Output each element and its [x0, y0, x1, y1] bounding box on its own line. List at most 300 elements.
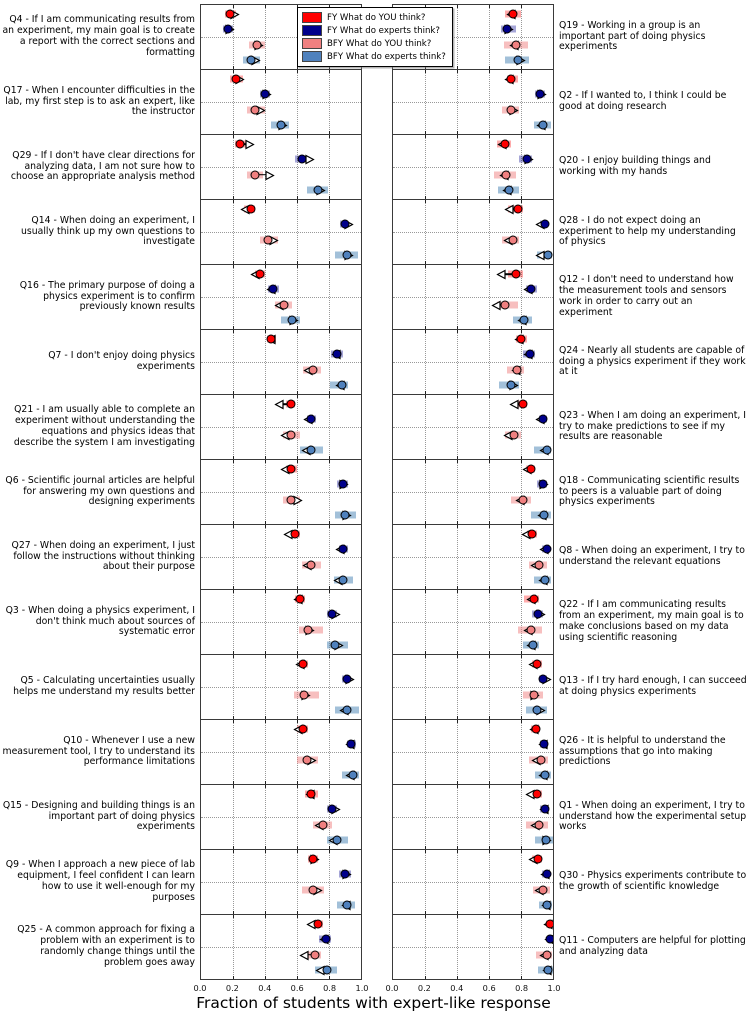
- marker-circle: [321, 935, 330, 944]
- plot-panel-Q25: [200, 914, 362, 980]
- marker-circle: [501, 139, 510, 148]
- axis-tick: [489, 521, 490, 524]
- marker-circle: [304, 625, 313, 634]
- axis-tick: [457, 196, 458, 199]
- axis-tick: [265, 846, 266, 849]
- center-gap: [362, 264, 392, 330]
- axis-tick: [265, 525, 266, 528]
- axis-tick: [297, 651, 298, 654]
- axis-tick: [457, 911, 458, 914]
- axis-tick: [425, 586, 426, 589]
- axis-tick: [457, 5, 458, 8]
- axis-tick: [521, 265, 522, 268]
- axis-tick: [329, 781, 330, 784]
- center-gap: [362, 459, 392, 525]
- axis-tick: [265, 391, 266, 394]
- axis-tick: [265, 326, 266, 329]
- axis-tick: [425, 326, 426, 329]
- marker-circle: [269, 285, 278, 294]
- x-tick-label: 0.0: [385, 983, 399, 993]
- axis-tick: [489, 66, 490, 69]
- grid-line: [201, 492, 361, 493]
- center-gap: [362, 784, 392, 850]
- axis-tick: [297, 131, 298, 134]
- axis-tick: [265, 196, 266, 199]
- question-row: [0, 849, 747, 915]
- axis-tick: [425, 525, 426, 528]
- marker-circle: [333, 350, 342, 359]
- marker-circle: [343, 706, 352, 715]
- axis-tick: [329, 391, 330, 394]
- question-label-Q29: Q29 - If I don't have clear directions for analyzing data, I am not sure how to choose an appropriate analysis method: [10, 149, 195, 183]
- marker-circle: [338, 480, 347, 489]
- marker-circle: [307, 415, 316, 424]
- marker-circle: [296, 594, 305, 603]
- axis-tick: [425, 720, 426, 723]
- axis-tick: [425, 261, 426, 264]
- axis-tick: [329, 265, 330, 268]
- plot-panel-Q26: [392, 719, 554, 785]
- axis-tick: [489, 131, 490, 134]
- center-gap: [362, 849, 392, 915]
- marker-circle: [533, 610, 542, 619]
- axis-tick: [425, 70, 426, 73]
- question-row: [0, 589, 747, 655]
- marker-circle: [512, 40, 521, 49]
- plot-panel-Q1: [392, 784, 554, 850]
- axis-tick: [521, 720, 522, 723]
- marker-circle: [518, 399, 527, 408]
- marker-circle: [280, 300, 289, 309]
- grid-line: [393, 752, 553, 753]
- marker-circle: [533, 789, 542, 798]
- plot-panel-Q7: [200, 329, 362, 395]
- marker-circle: [539, 415, 548, 424]
- axis-tick: [265, 456, 266, 459]
- axis-tick: [233, 720, 234, 723]
- axis-tick: [265, 781, 266, 784]
- axis-tick: [265, 200, 266, 203]
- marker-circle: [299, 659, 308, 668]
- axis-tick: [233, 395, 234, 398]
- axis-tick: [265, 521, 266, 524]
- arrowhead-icon: [497, 264, 507, 283]
- axis-tick: [521, 200, 522, 203]
- x-tick-label: 0.6: [482, 983, 496, 993]
- axis-tick: [425, 785, 426, 788]
- axis-tick: [233, 590, 234, 593]
- x-tick-label: 0.0: [193, 983, 207, 993]
- marker-circle: [536, 90, 545, 99]
- axis-tick: [233, 521, 234, 524]
- axis-tick: [489, 326, 490, 329]
- marker-circle: [251, 170, 260, 179]
- marker-circle: [331, 641, 340, 650]
- question-label-Q21: Q21 - I am usually able to complete an experiment without understanding the equations and physics ideas that describe the system I am investigating: [13, 404, 195, 448]
- grid-line: [393, 492, 553, 493]
- marker-circle: [309, 885, 318, 894]
- marker-circle: [526, 464, 535, 473]
- axis-tick: [489, 261, 490, 264]
- axis-tick: [297, 785, 298, 788]
- axis-tick: [329, 70, 330, 73]
- plot-panel-Q17: [200, 69, 362, 135]
- axis-tick: [265, 911, 266, 914]
- axis-tick: [521, 781, 522, 784]
- axis-tick: [233, 911, 234, 914]
- marker-circle: [300, 690, 309, 699]
- axis-tick: [425, 915, 426, 918]
- axis-tick: [265, 261, 266, 264]
- grid-line: [201, 687, 361, 688]
- axis-tick: [297, 781, 298, 784]
- axis-tick: [233, 781, 234, 784]
- marker-circle: [537, 755, 546, 764]
- axis-tick: [489, 846, 490, 849]
- axis-tick: [233, 850, 234, 853]
- arrowhead-icon: [265, 165, 275, 184]
- grid-line: [201, 947, 361, 948]
- legend-swatch-icon: [302, 38, 322, 49]
- axis-tick: [457, 261, 458, 264]
- axis-tick: [521, 395, 522, 398]
- grid-line: [201, 752, 361, 753]
- marker-circle: [539, 675, 548, 684]
- marker-circle: [538, 480, 547, 489]
- question-label-Q3: Q3 - When doing a physics experiment, I don't think much about sources of systematic error: [5, 604, 195, 638]
- axis-tick: [489, 5, 490, 8]
- axis-tick: [297, 196, 298, 199]
- axis-tick: [265, 586, 266, 589]
- axis-tick: [489, 976, 490, 979]
- axis-tick: [521, 651, 522, 654]
- question-label-Q17: Q17 - When I encounter difficulties in the lab, my first step is to ask an expert, like the instructor: [3, 84, 195, 118]
- marker-circle: [261, 90, 270, 99]
- legend-item-2: [302, 37, 446, 50]
- axis-tick: [521, 135, 522, 138]
- legend-label: BFY What do experts think?: [327, 51, 446, 62]
- axis-tick: [457, 525, 458, 528]
- axis-tick: [329, 655, 330, 658]
- marker-circle: [342, 675, 351, 684]
- marker-circle: [343, 901, 352, 910]
- axis-tick: [489, 911, 490, 914]
- axis-tick: [457, 456, 458, 459]
- center-gap: [362, 199, 392, 265]
- axis-tick: [489, 391, 490, 394]
- legend: [297, 7, 453, 67]
- plot-panel-Q30: [392, 849, 554, 915]
- axis-tick: [521, 456, 522, 459]
- axis-tick: [297, 395, 298, 398]
- question-row: [0, 524, 747, 590]
- marker-circle: [545, 935, 554, 944]
- axis-tick: [233, 525, 234, 528]
- axis-tick: [297, 261, 298, 264]
- x-tick-label: 0.2: [225, 983, 239, 993]
- marker-circle: [506, 105, 515, 114]
- axis-tick: [521, 846, 522, 849]
- x-tick-label: 0.6: [290, 983, 304, 993]
- plot-panel-Q29: [200, 134, 362, 200]
- question-label-Q7: Q7 - I don't enjoy doing physics experiments: [48, 350, 195, 372]
- marker-circle: [307, 560, 316, 569]
- axis-tick: [265, 5, 266, 8]
- question-row: [0, 784, 747, 850]
- axis-tick: [329, 200, 330, 203]
- marker-circle: [544, 966, 553, 975]
- axis-tick: [233, 391, 234, 394]
- axis-tick: [489, 781, 490, 784]
- axis-tick: [233, 135, 234, 138]
- marker-circle: [323, 966, 332, 975]
- question-label-Q25: Q25 - A common approach for fixing a problem with an experiment is to randomly change things until the problem goes away: [17, 924, 195, 968]
- marker-circle: [540, 511, 549, 520]
- question-label-Q22: Q22 - If I am communicating results from an experiment, my main goal is to make conclusions based on my data using scientific reasoning: [559, 599, 744, 643]
- axis-tick: [457, 460, 458, 463]
- question-label-Q1: Q1 - When doing an experiment, I try to understand how the experimental setup works: [559, 799, 747, 833]
- axis-tick: [457, 781, 458, 784]
- axis-tick: [233, 261, 234, 264]
- axis-tick: [265, 651, 266, 654]
- axis-tick: [297, 265, 298, 268]
- marker-circle: [545, 919, 554, 928]
- axis-tick: [297, 135, 298, 138]
- axis-tick: [265, 915, 266, 918]
- axis-tick: [457, 586, 458, 589]
- marker-circle: [513, 204, 522, 213]
- axis-tick: [297, 330, 298, 333]
- marker-circle: [541, 576, 550, 585]
- marker-circle: [507, 381, 516, 390]
- marker-circle: [347, 740, 356, 749]
- question-label-Q18: Q18 - Communicating scientific results to peers is a valuable part of doing physics experiments: [559, 474, 740, 508]
- axis-tick: [457, 330, 458, 333]
- marker-circle: [246, 56, 255, 65]
- axis-tick: [425, 850, 426, 853]
- axis-tick: [521, 5, 522, 8]
- axis-tick: [425, 846, 426, 849]
- axis-tick: [457, 326, 458, 329]
- marker-circle: [523, 155, 532, 164]
- axis-tick: [489, 395, 490, 398]
- grid-line: [393, 882, 553, 883]
- x-tick-label: 1.0: [547, 983, 561, 993]
- marker-circle: [341, 220, 350, 229]
- arrowhead-icon: [244, 134, 254, 153]
- center-gap: [362, 589, 392, 655]
- marker-circle: [287, 430, 296, 439]
- axis-tick: [489, 330, 490, 333]
- marker-circle: [333, 836, 342, 845]
- question-label-Q9: Q9 - When I approach a new piece of lab equipment, I feel confident I can learn how to use it well-enough for my purposes: [5, 859, 195, 903]
- question-label-Q15: Q15 - Designing and building things is an important part of doing physics experiments: [2, 799, 195, 833]
- marker-circle: [302, 755, 311, 764]
- axis-tick: [329, 395, 330, 398]
- plot-panel-Q27: [200, 524, 362, 590]
- plot-panel-Q5: [200, 654, 362, 720]
- axis-tick: [425, 330, 426, 333]
- center-gap: [362, 69, 392, 135]
- axis-tick: [457, 655, 458, 658]
- axis-tick: [265, 265, 266, 268]
- marker-circle: [341, 511, 350, 520]
- axis-tick: [489, 135, 490, 138]
- axis-tick: [425, 590, 426, 593]
- marker-circle: [277, 121, 286, 130]
- marker-circle: [309, 854, 318, 863]
- axis-tick: [297, 911, 298, 914]
- axis-tick: [233, 265, 234, 268]
- axis-tick: [265, 395, 266, 398]
- axis-tick: [489, 196, 490, 199]
- marker-circle: [533, 659, 542, 668]
- arrowhead-icon: [300, 945, 310, 964]
- axis-tick: [329, 261, 330, 264]
- axis-tick: [233, 716, 234, 719]
- question-label-Q26: Q26 - It is helpful to understand the assumptions that go into making predictions: [559, 734, 726, 768]
- question-row: [0, 914, 747, 980]
- axis-tick: [457, 976, 458, 979]
- marker-circle: [264, 235, 273, 244]
- axis-tick: [329, 521, 330, 524]
- axis-tick: [425, 200, 426, 203]
- x-tick-label: 0.8: [323, 983, 337, 993]
- axis-tick: [425, 911, 426, 914]
- plot-panel-Q6: [200, 459, 362, 525]
- marker-circle: [256, 269, 265, 278]
- grid-line: [393, 947, 553, 948]
- marker-circle: [297, 155, 306, 164]
- marker-circle: [542, 545, 551, 554]
- legend-label: BFY What do YOU think?: [327, 38, 432, 49]
- question-row: [0, 199, 747, 265]
- axis-tick: [457, 200, 458, 203]
- marker-circle: [534, 820, 543, 829]
- question-label-Q14: Q14 - When doing an experiment, I usually think up my own questions to investigate: [21, 214, 195, 248]
- axis-tick: [233, 586, 234, 589]
- marker-circle: [291, 529, 300, 538]
- plot-panel-Q23: [392, 394, 554, 460]
- arrowhead-icon: [274, 394, 284, 413]
- axis-tick: [489, 651, 490, 654]
- axis-tick: [457, 395, 458, 398]
- marker-circle: [288, 316, 297, 325]
- axis-tick: [489, 200, 490, 203]
- axis-tick: [489, 590, 490, 593]
- axis-tick: [425, 456, 426, 459]
- axis-tick: [521, 261, 522, 264]
- axis-tick: [329, 590, 330, 593]
- question-label-Q24: Q24 - Nearly all students are capable of doing a physics experiment if they work at it: [559, 344, 746, 378]
- marker-circle: [251, 105, 260, 114]
- axis-tick: [489, 586, 490, 589]
- question-label-Q2: Q2 - If I wanted to, I think I could be good at doing research: [559, 90, 727, 112]
- marker-circle: [267, 334, 276, 343]
- axis-tick: [425, 655, 426, 658]
- plot-panel-Q9: [200, 849, 362, 915]
- axis-tick: [521, 716, 522, 719]
- x-tick-label: 0.8: [515, 983, 529, 993]
- axis-tick: [425, 460, 426, 463]
- marker-circle: [542, 446, 551, 455]
- axis-tick: [489, 456, 490, 459]
- axis-tick: [233, 655, 234, 658]
- axis-tick: [297, 850, 298, 853]
- axis-tick: [265, 135, 266, 138]
- axis-tick: [425, 395, 426, 398]
- marker-circle: [509, 9, 518, 18]
- axis-tick: [297, 915, 298, 918]
- axis-tick: [457, 131, 458, 134]
- axis-tick: [425, 196, 426, 199]
- x-tick-label: 1.0: [355, 983, 369, 993]
- legend-swatch-icon: [302, 51, 322, 62]
- question-label-Q12: Q12 - I don't need to understand how the measurement tools and sensors work in order to carry out an experiment: [559, 274, 734, 318]
- marker-circle: [541, 771, 550, 780]
- axis-tick: [457, 846, 458, 849]
- axis-tick: [233, 915, 234, 918]
- plot-panel-Q28: [392, 199, 554, 265]
- axis-tick: [265, 66, 266, 69]
- axis-tick: [233, 326, 234, 329]
- plot-panel-Q18: [392, 459, 554, 525]
- axis-tick: [457, 590, 458, 593]
- marker-circle: [501, 300, 510, 309]
- axis-tick: [425, 265, 426, 268]
- question-label-Q8: Q8 - When doing an experiment, I try to understand the relevant equations: [559, 545, 745, 567]
- marker-circle: [509, 235, 518, 244]
- axis-tick: [329, 850, 330, 853]
- axis-tick: [457, 915, 458, 918]
- question-row: [0, 654, 747, 720]
- marker-circle: [307, 446, 316, 455]
- marker-circle: [539, 885, 548, 894]
- marker-circle: [507, 74, 516, 83]
- axis-tick: [233, 196, 234, 199]
- marker-circle: [286, 399, 295, 408]
- x-tick-label: 0.2: [417, 983, 431, 993]
- axis-tick: [457, 70, 458, 73]
- axis-tick: [265, 460, 266, 463]
- grid-line: [201, 102, 361, 103]
- grid-line: [393, 817, 553, 818]
- axis-tick: [489, 850, 490, 853]
- marker-circle: [517, 334, 526, 343]
- question-row: [0, 719, 747, 785]
- plot-panel-Q8: [392, 524, 554, 590]
- question-row: [0, 459, 747, 525]
- plot-panel-Q16: [200, 264, 362, 330]
- question-label-Q11: Q11 - Computers are helpful for plotting and analyzing data: [559, 935, 746, 957]
- marker-circle: [328, 610, 337, 619]
- legend-item-0: [302, 11, 446, 24]
- center-gap: [362, 394, 392, 460]
- axis-tick: [457, 651, 458, 654]
- axis-tick: [457, 720, 458, 723]
- axis-tick: [425, 131, 426, 134]
- question-label-Q27: Q27 - When doing an experiment, I just follow the instructions without thinking about their purpose: [11, 539, 195, 573]
- marker-circle: [313, 186, 322, 195]
- marker-circle: [525, 350, 534, 359]
- legend-item-1: [302, 24, 446, 37]
- marker-circle: [512, 269, 521, 278]
- marker-circle: [224, 25, 233, 34]
- axis-tick: [489, 785, 490, 788]
- axis-tick: [329, 785, 330, 788]
- marker-circle: [520, 316, 529, 325]
- marker-circle: [342, 251, 351, 260]
